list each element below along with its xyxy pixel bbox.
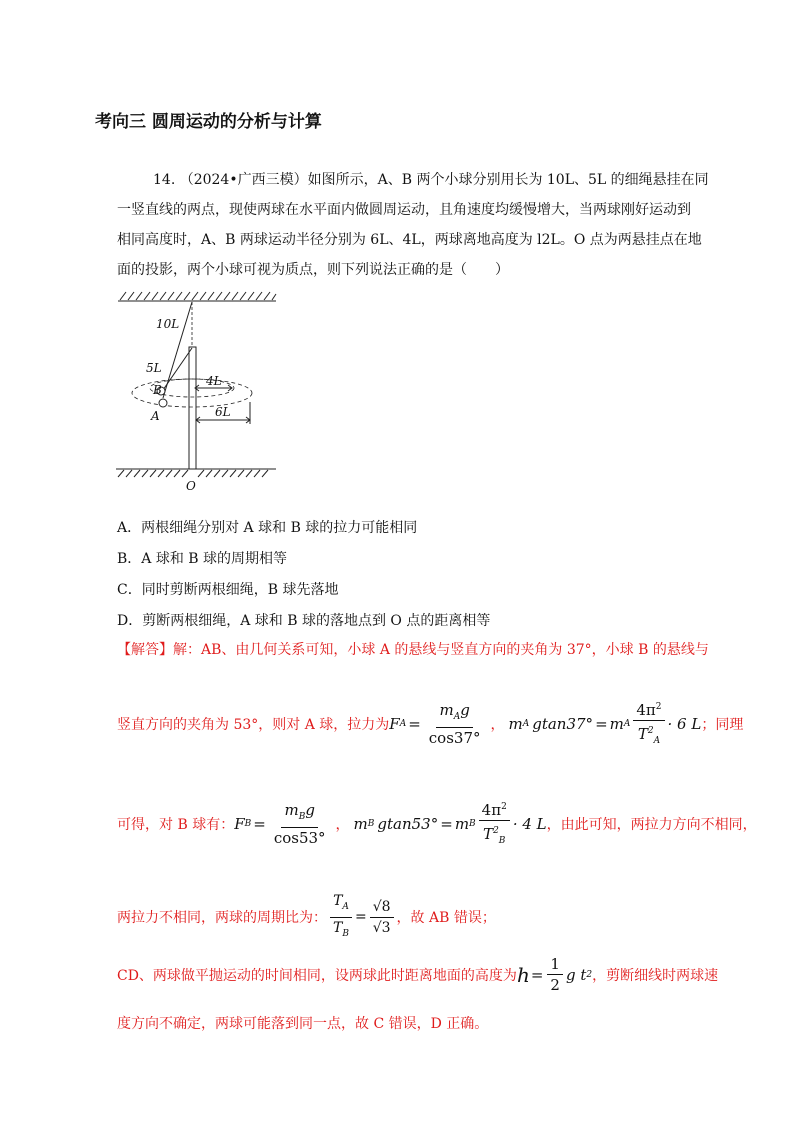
solution-line-6: 度方向不确定，两球可能落到同一点，故 C 错误，D 正确。 — [117, 1016, 489, 1032]
question-text — [117, 165, 717, 285]
ball-a — [159, 399, 167, 407]
formula-period-ratio: $\frac{T_A}{T_B}$ = $\frac{√8}{√3}$ — [327, 892, 397, 943]
label-ball-a: A — [151, 409, 160, 423]
section-heading: 考向三 圆周运动的分析与计算 — [95, 112, 322, 132]
solution-line-5-tail: ，剪断细线时两球速 — [592, 967, 719, 984]
solution-line-2: 竖直方向的夹角为 53°，则对 A 球，拉力为 F A = $\frac{m_Ag}{\cos 37^\circ}$ ， m A gtan37° = m A $\frac{4\pi^2}{T^2_A}$ · 6 L ；同理 — [117, 698, 743, 750]
ceiling — [118, 292, 276, 301]
solution-line-4 — [117, 892, 496, 943]
solution-line-2-text: 竖直方向的夹角为 53°，则对 A 球，拉力为 — [117, 717, 390, 733]
formula-fb: F B = $\frac{m_Bg}{\cos 53^\circ}$ — [234, 801, 326, 847]
solution-line-3-tail: ，由此可知，两拉力方向不相同， — [546, 817, 757, 833]
physics-diagram — [112, 290, 282, 500]
question-line-2: 一竖直线的两点，现使两球在水平面内做圆周运动，且角速度均缓慢增大，当两球刚好运动到 — [117, 202, 691, 218]
question-line-4: 面的投影，两个小球可视为质点，则下列说法正确的是（ ） — [117, 262, 509, 278]
label-rope-a: 10L — [156, 317, 180, 331]
label-rope-b: 5L — [146, 361, 162, 375]
formula-eq-a: m A gtan37° = m A $\frac{4\pi^2}{T^2_A}$ · 6 L — [509, 698, 702, 750]
solution-line-2-tail: ；同理 — [701, 717, 744, 733]
formula-fa: F A = $\frac{m_Ag}{\cos 37^\circ}$ — [389, 701, 481, 747]
ground — [116, 469, 276, 477]
option-a: A．两根细绳分别对 A 球和 B 球的拉力可能相同 — [117, 520, 418, 536]
question-line-3: 相同高度时，A、B 两球运动半径分别为 6L、4L，两球离地高度为 l2L。O 点为两悬挂点在地 — [117, 232, 702, 248]
option-c: C．同时剪断两根细绳，B 球先落地 — [117, 582, 339, 598]
label-ball-b: B — [153, 383, 162, 397]
option-d: D．剪断两根细绳，A 球和 B 球的落地点到 O 点的距离相等 — [117, 613, 491, 629]
solution-line-3-text: 可得，对 B 球有： — [117, 817, 235, 833]
rope-b — [163, 348, 192, 390]
solution-line-5-text: CD、两球做平抛运动的时间相同，设两球此时距离地面的高度为 — [117, 967, 517, 984]
formula-height: h = $\frac{1}{2}$ g t 2 — [516, 955, 593, 994]
solution-line-5 — [117, 955, 718, 994]
solution-line-1: 【解答】解：AB、由几何关系可知，小球 A 的悬线与竖直方向的夹角为 37°，小球 B 的悬线与 — [117, 642, 709, 658]
pole — [189, 347, 196, 469]
solution-line-4-tail: ，故 AB 错误； — [396, 910, 496, 927]
label-radius-a: 6L — [215, 405, 231, 419]
label-origin: O — [186, 479, 196, 493]
solution-line-3: 可得，对 B 球有： F B = $\frac{m_Bg}{\cos 53^\circ}$ ， m B gtan53° = m B $\frac{4\pi^2}{T^2_B}$ · 4 L ，由此可知，两拉力方向不相同， — [117, 798, 757, 850]
label-radius-b: 4L — [206, 374, 222, 388]
formula-eq-b: m B gtan53° = m B $\frac{4\pi^2}{T^2_B}$ · 4 L — [354, 798, 547, 850]
solution-line-4-text: 两拉力不相同，两球的周期比为： — [117, 910, 327, 927]
option-b: B．A 球和 B 球的周期相等 — [117, 551, 288, 567]
question-line-1: 14. （2024•广西三模）如图所示，A、B 两个小球分别用长为 10L、5L 的细绳悬挂在同 — [153, 172, 709, 188]
